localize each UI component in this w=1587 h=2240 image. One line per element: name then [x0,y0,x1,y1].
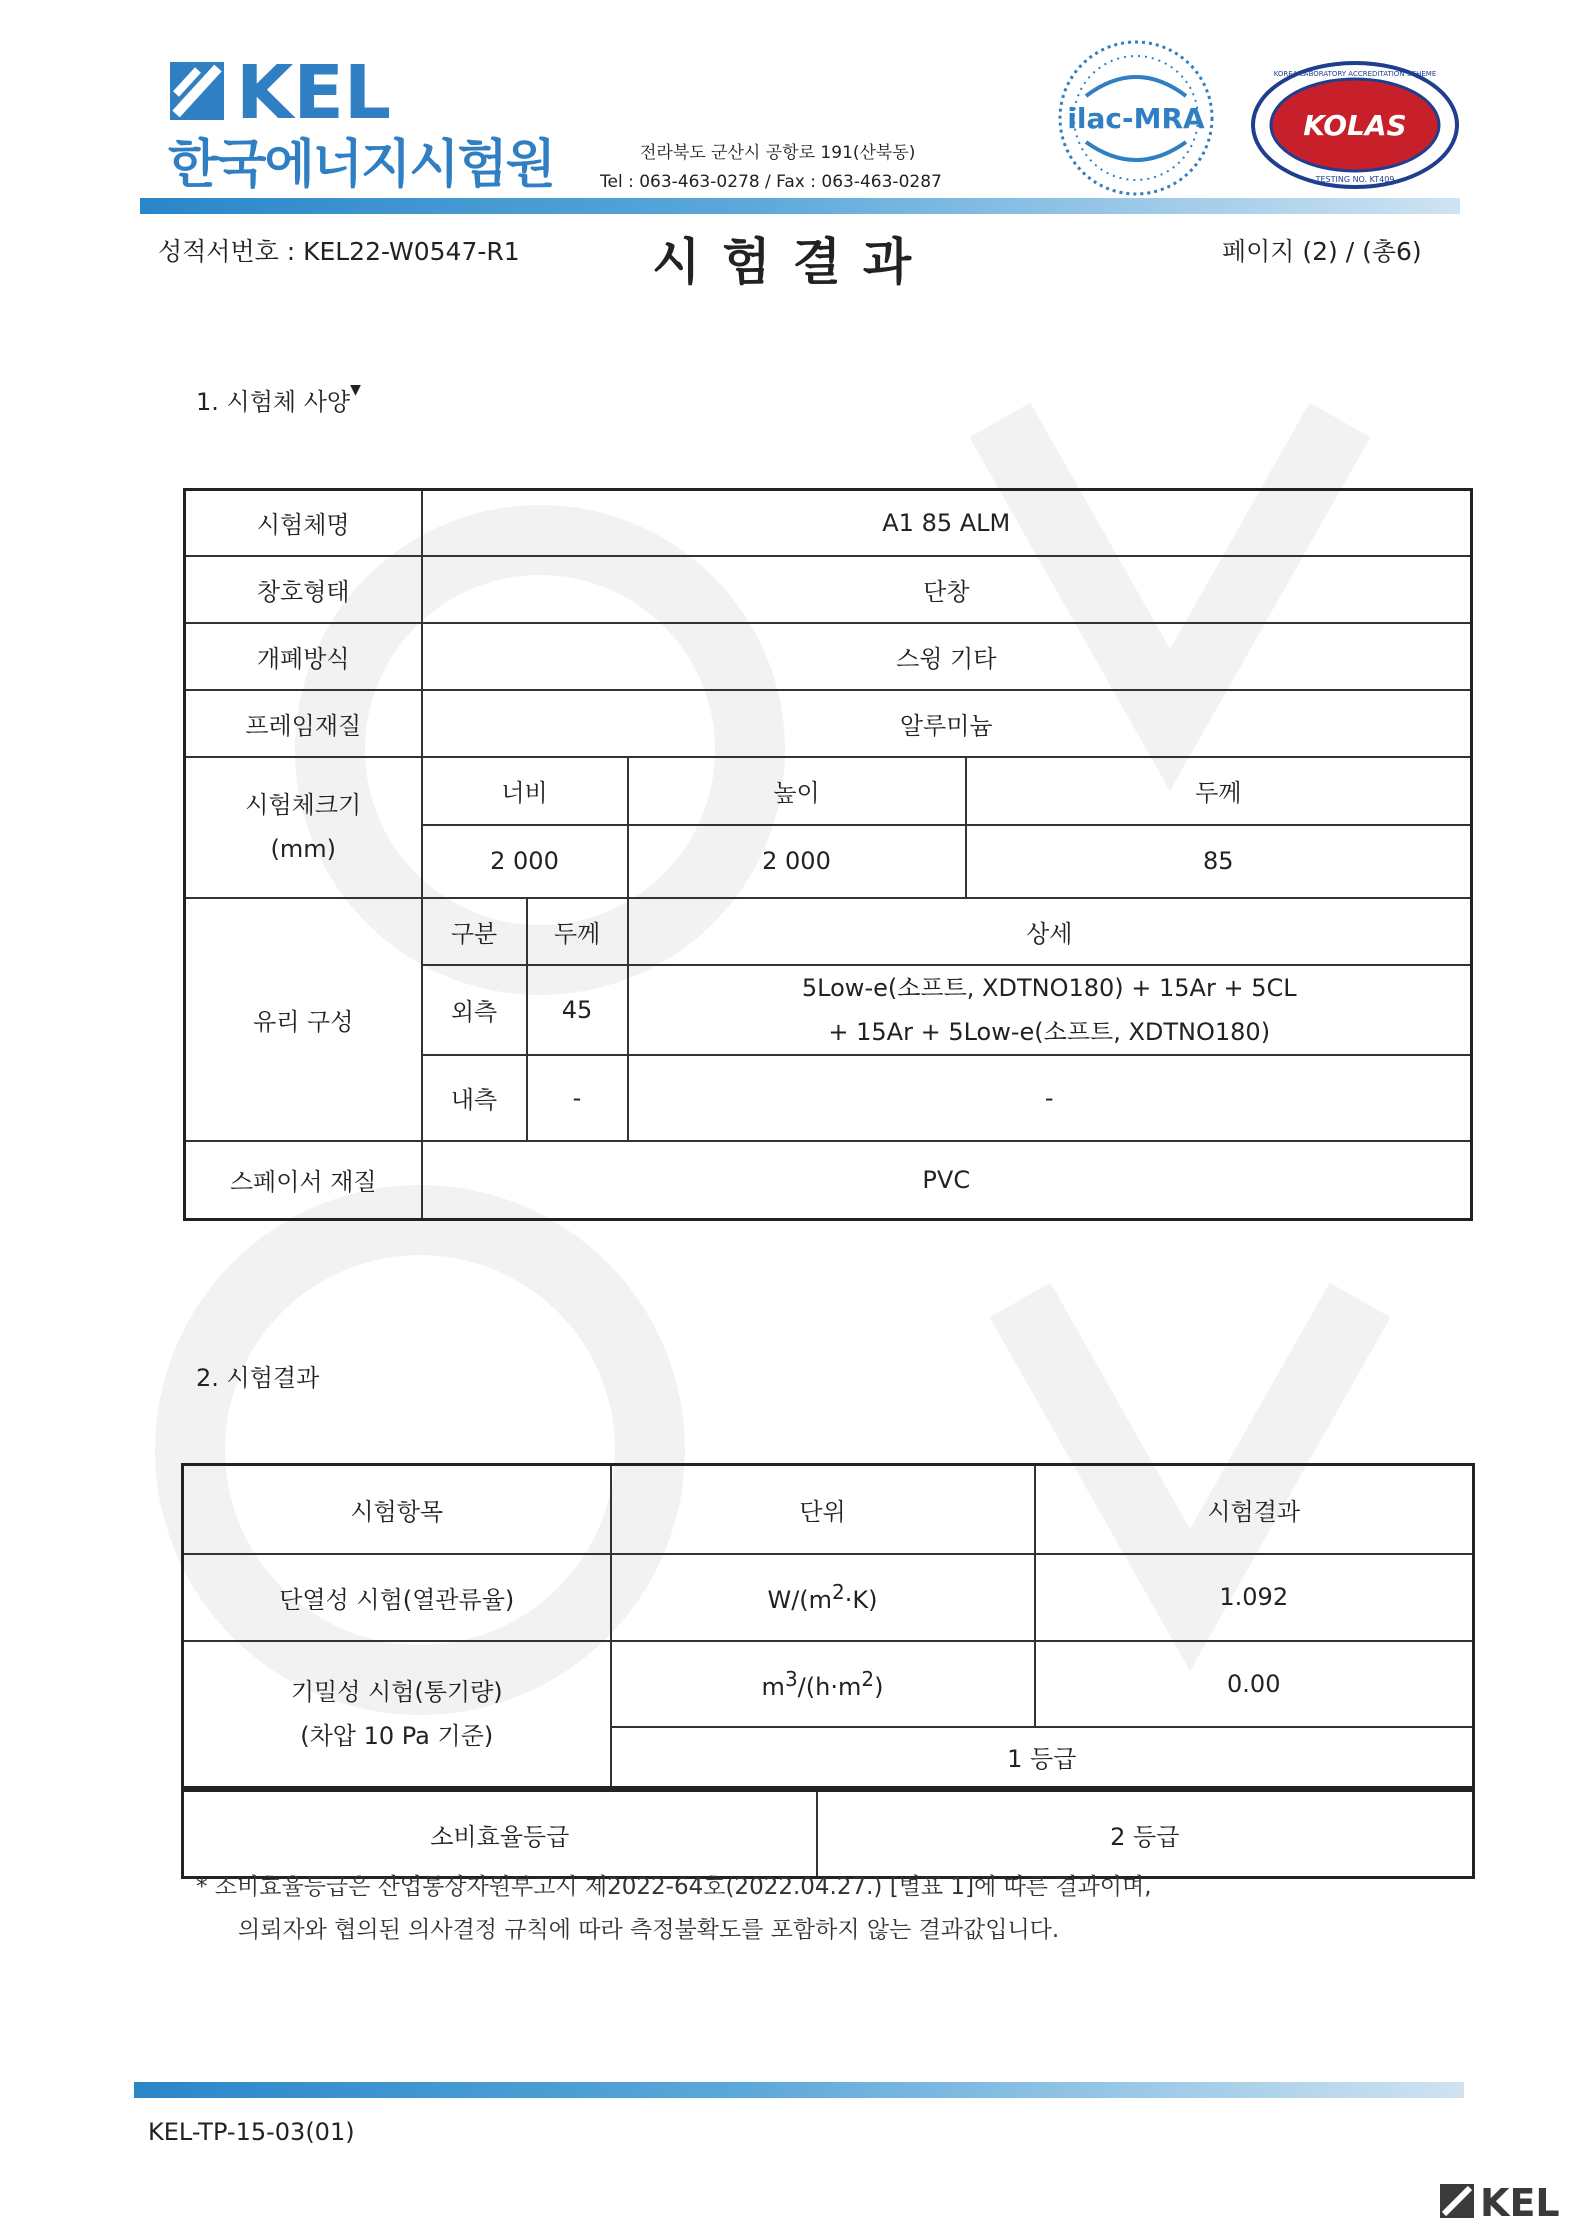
thickness-value: 85 [966,825,1472,898]
glass-composition-label: 유리 구성 [185,898,422,1141]
section2-heading: 2. 시험결과 [196,1364,320,1392]
height-value: 2 000 [628,825,966,898]
report-number: 성적서번호 : KEL22-W0547-R1 [158,237,520,266]
width-header: 너비 [422,757,628,825]
glass-thickness-header: 두께 [527,898,628,965]
footer-divider-bar [134,2082,1464,2098]
inner-glass-thickness: - [527,1055,628,1141]
test-item-header: 시험항목 [183,1465,611,1554]
unit-header: 단위 [611,1465,1035,1554]
triangle-mark-icon: ▼ [350,382,361,398]
thermal-unit-suffix: ·K) [844,1586,878,1614]
thermal-unit-sup: 2 [832,1580,845,1604]
table-row [185,623,1472,690]
specimen-size-label-line1: 시험체크기 [245,791,362,819]
org-name: 한국에너지시험원 [168,135,554,195]
airtightness-test-label [183,1641,611,1788]
table-row [185,690,1472,757]
thermal-unit [611,1554,1035,1641]
spacer-material-label: 스페이서 재질 [185,1141,422,1220]
glass-type-header: 구분 [422,898,527,965]
frame-material-label: 프레임재질 [185,690,422,757]
table-row [185,757,1472,825]
kolas-logo [1250,60,1460,190]
section1-heading [196,382,361,417]
footnote-line1: * 소비효율등급은 산업통상자원부고시 제2022-64호(2022.04.27.) [별표 1]에 따른 결과이며, [196,1874,1152,1900]
specimen-name-value: A1 85 ALM [422,490,1472,556]
airtight-unit-3: ) [874,1672,884,1701]
inner-glass-detail: - [628,1055,1472,1141]
ilac-text: ilac-MRA [1067,102,1205,135]
outer-glass-detail-line2: + 15Ar + 5Low-e(소프트, XDTNO180) [828,1017,1271,1046]
tel-fax: Tel : 063-463-0278 / Fax : 063-463-0287 [600,172,942,192]
outer-glass-detail-line1: 5Low-e(소프트, XDTNO180) + 15Ar + 5CL [801,973,1297,1002]
outer-glass-detail [628,965,1472,1055]
glass-detail-header: 상세 [628,898,1472,965]
logo-k: KEL [236,56,392,126]
airtightness-label-line1: 기밀성 시험(통기량) [290,1677,503,1706]
inner-glass-label: 내측 [422,1055,527,1141]
airtightness-result: 0.00 [1035,1641,1474,1727]
header-divider-bar [140,198,1460,214]
ilac-mra-logo [1056,38,1216,198]
airtightness-grade: 1 등급 [611,1727,1474,1788]
window-type-label: 창호형태 [185,556,422,623]
table-row [185,556,1472,623]
form-code: KEL-TP-15-03(01) [148,2118,355,2146]
table-row [183,1554,1474,1641]
table-row [183,1641,1474,1727]
table-row [183,1465,1474,1554]
address: 전라북도 군산시 공항로 191(산북동) [640,143,916,163]
result-header: 시험결과 [1035,1465,1474,1554]
table-row [183,1791,1474,1878]
window-type-value: 단창 [422,556,1472,623]
kolas-ring-text: KOREA LABORATORY ACCREDITATION SCHEME [1273,70,1437,78]
footnote-line2: 의뢰자와 협의된 의사결정 규칙에 따라 측정불확도를 포함하지 않는 결과값입니다. [238,1917,1060,1943]
frame-material-value: 알루미늄 [422,690,1472,757]
opening-method-value: 스윙 기타 [422,623,1472,690]
kolas-text: KOLAS [1303,109,1407,142]
page-title: 시험결과 [652,233,934,291]
footer-logo-text: KEL [1480,2181,1560,2222]
airtight-unit-sup2: 2 [861,1666,875,1691]
outer-glass-label: 외측 [422,965,527,1055]
thermal-result: 1.092 [1035,1554,1474,1641]
specimen-spec-table [183,488,1473,1221]
footnote [196,1866,1152,1952]
thermal-unit-prefix: W/(m [767,1586,833,1614]
table-row [185,1141,1472,1220]
airtight-unit-sup1: 3 [784,1666,798,1691]
efficiency-grade-label: 소비효율등급 [183,1791,817,1878]
specimen-size-label-line2: (mm) [270,835,336,863]
test-results-table [181,1463,1475,1789]
specimen-size-label [185,757,422,898]
width-value: 2 000 [422,825,628,898]
kolas-testing-no: TESTING NO. KT409 [1315,175,1395,184]
footer-kel-logo [1440,2178,1570,2222]
outer-glass-thickness: 45 [527,965,628,1055]
page-number: 페이지 (2) / (총6) [1222,237,1422,266]
efficiency-grade-value: 2 등급 [817,1791,1474,1878]
opening-method-label: 개폐방식 [185,623,422,690]
section1-heading-text: 1. 시험체 사양 [196,388,351,416]
thickness-header: 두께 [966,757,1472,825]
specimen-name-label: 시험체명 [185,490,422,556]
airtight-unit-1: m [761,1672,785,1701]
thermal-test-label: 단열성 시험(열관류율) [183,1554,611,1641]
table-row [185,490,1472,556]
airtightness-label-line2: (차압 10 Pa 기준) [300,1721,494,1750]
height-header: 높이 [628,757,966,825]
airtight-unit-2: /(h·m [797,1672,862,1701]
table-row [185,898,1472,965]
kel-logo [170,56,450,126]
airtightness-unit [611,1641,1035,1727]
spacer-material-value: PVC [422,1141,1472,1220]
